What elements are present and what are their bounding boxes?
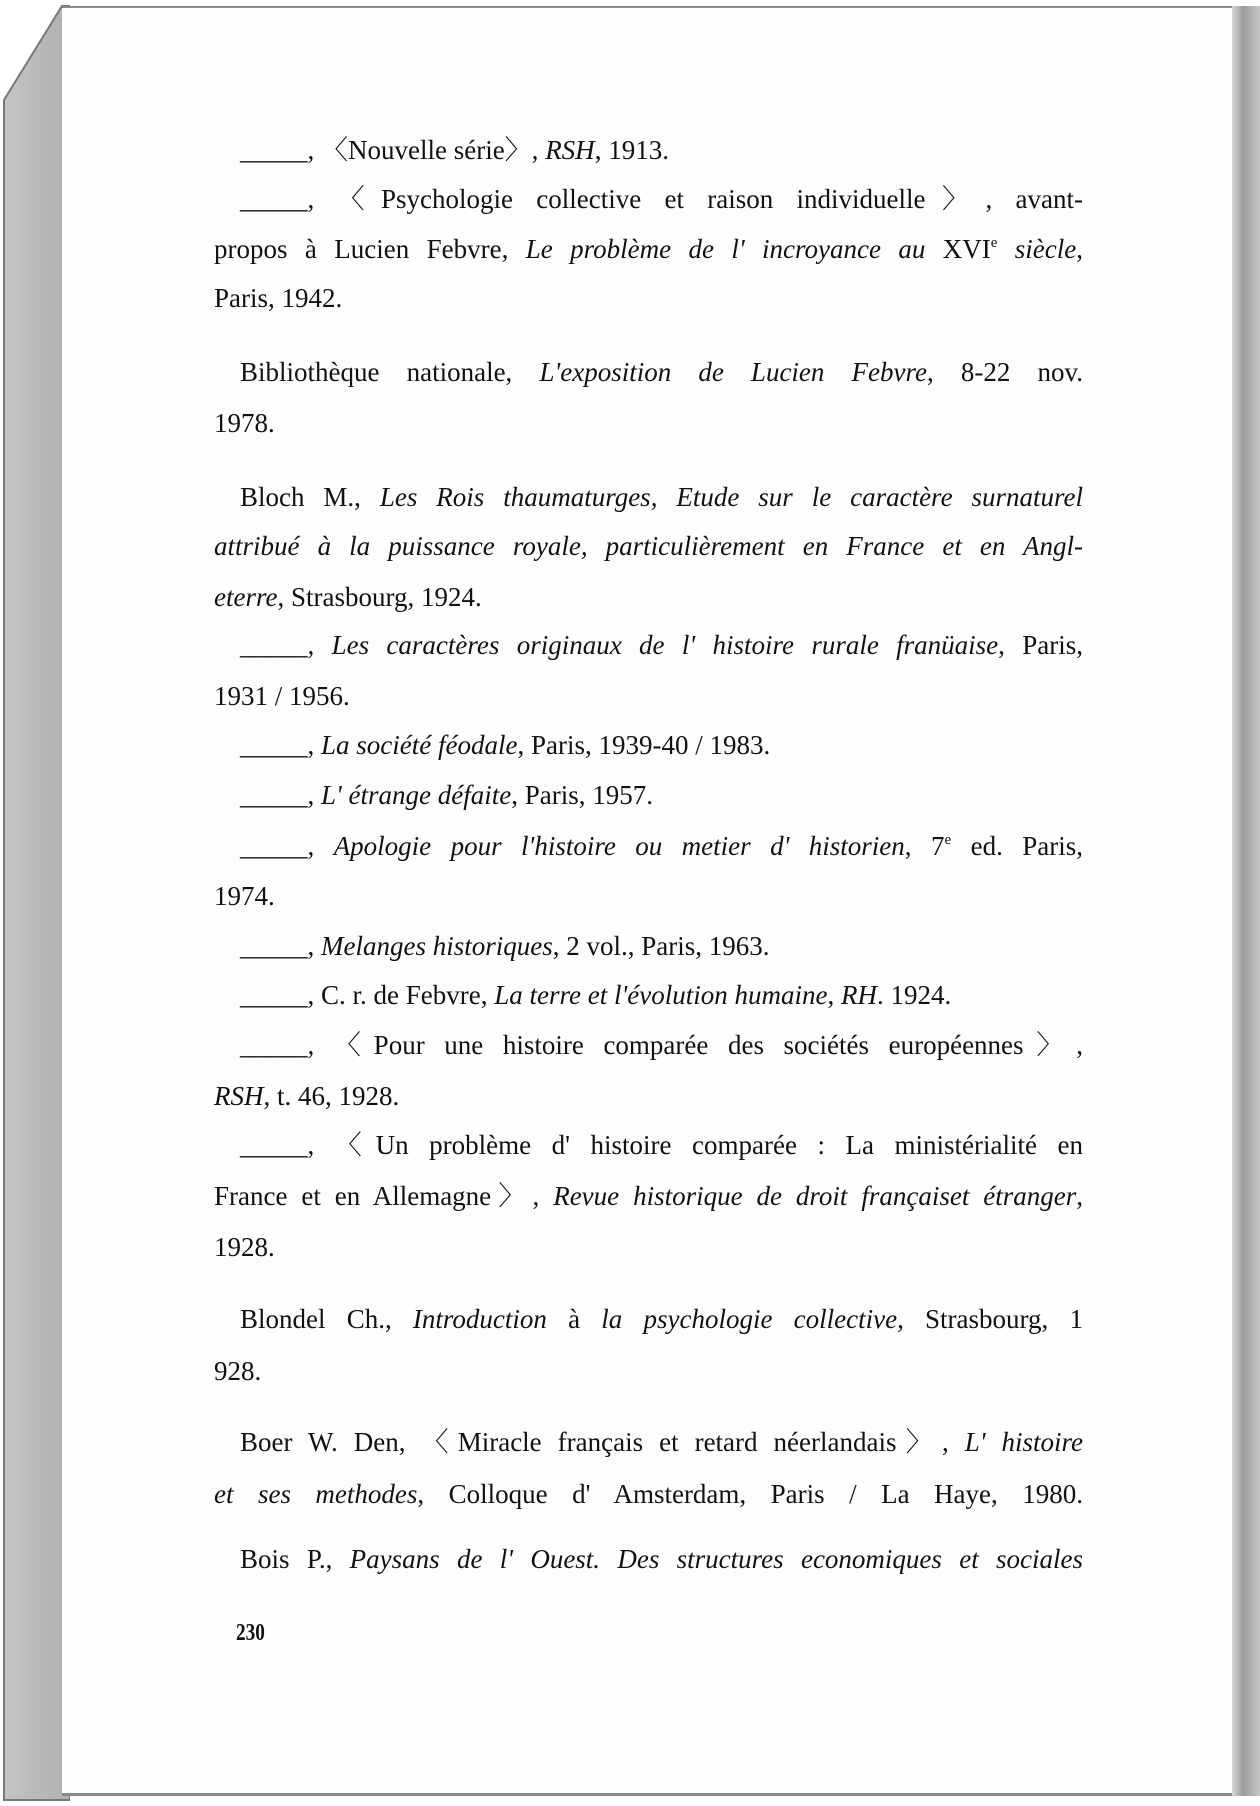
bibliography-line [214, 1080, 1083, 1112]
text-segment: Boer W. Den, 〈Miracle français et retard néerlandais〉, [240, 1427, 965, 1457]
italic-title-text: attribué à la puissance royale, particulièrement en France et en Angl- [214, 531, 1083, 561]
italic-title-text: RSH [214, 1081, 264, 1111]
text-segment: 1978. [214, 408, 275, 438]
italic-title-text: L' histoire [964, 1427, 1083, 1457]
italic-title-text: la psychologie collective [601, 1304, 898, 1334]
italic-title-text: siècle [997, 234, 1077, 264]
bibliography-line [240, 183, 1083, 215]
text-segment: _____, 〈Pour une histoire comparée des sociétés européennes〉, [240, 1030, 1083, 1060]
bibliography-line [240, 1129, 1083, 1161]
bibliography-line [240, 356, 1083, 388]
text-segment: , 1913. [594, 135, 669, 165]
text-segment: , Paris, [998, 630, 1084, 660]
bibliography-line [214, 880, 1083, 912]
text-segment: _____, [240, 630, 332, 660]
italic-title-text: eterre [214, 582, 278, 612]
text-segment: . 1924. [876, 980, 952, 1010]
bibliography-line [214, 1180, 1083, 1212]
bibliography-line [240, 1426, 1083, 1458]
bibliography-line [214, 282, 1083, 314]
text-segment: _____, 〈Un problème d' histoire comparée : La ministérialité en [240, 1130, 1083, 1160]
bibliography-line [214, 680, 1083, 712]
italic-title-text: Revue historique de droit françaiset étranger [553, 1181, 1077, 1211]
text-segment: Paris, 1942. [214, 283, 343, 313]
italic-title-text: La société féodale [321, 730, 518, 760]
text-segment: 1931 / 1956. [214, 681, 350, 711]
bibliography-line [240, 779, 1083, 811]
page-number: 230 [236, 1620, 265, 1646]
bibliography-line [240, 1303, 1083, 1335]
text-segment: , [1076, 1181, 1083, 1211]
book-spine [0, 0, 70, 1806]
text-segment: , 7 [904, 831, 945, 861]
text-segment: 1928. [214, 1232, 275, 1262]
bibliography-line [240, 1543, 1083, 1575]
italic-title-text: L' étrange défaite [321, 780, 512, 810]
text-segment: Bibliothèque nationale, [240, 357, 540, 387]
text-segment: _____, C. r. de Febvre, [240, 980, 495, 1010]
text-segment: _____, [240, 730, 321, 760]
bibliography-line [240, 930, 1083, 962]
text-segment: propos à Lucien Febvre, [214, 234, 526, 264]
text-segment: , Strasbourg, 1924. [277, 582, 482, 612]
text-segment: 928. [214, 1356, 262, 1386]
text-segment: , [1076, 234, 1083, 264]
superscript-text: e [944, 832, 952, 848]
text-segment: Blondel Ch., [240, 1304, 413, 1334]
text-segment: , t. 46, 1928. [263, 1081, 400, 1111]
italic-title-text: Melanges historiques [321, 931, 553, 961]
text-segment: _____, [240, 931, 321, 961]
bibliography-line [240, 134, 1083, 166]
italic-title-text: Apologie pour l'histoire ou metier d' historien [333, 831, 905, 861]
text-segment: _____, 〈Psychologie collective et raison individuelle〉, avant- [240, 184, 1083, 214]
text-segment: , [827, 980, 841, 1010]
italic-title-text: Les caractères originaux de l' histoire rurale franüaise [331, 630, 999, 660]
text-segment: , 8-22 nov. [927, 357, 1083, 387]
italic-title-text: Paysans de l' Ouest. Des structures economiques et sociales [349, 1544, 1083, 1574]
bibliography-line [214, 1231, 1083, 1263]
text-segment: , Paris, 1957. [511, 780, 653, 810]
text-segment: , 2 vol., Paris, 1963. [552, 931, 770, 961]
bibliography-line [240, 830, 1083, 862]
italic-title-text: RSH [545, 135, 595, 165]
bibliography-line [214, 1355, 1083, 1387]
text-segment: ed. Paris, [951, 831, 1084, 861]
bibliography-line [240, 729, 1083, 761]
text-segment: Bloch M., [240, 482, 380, 512]
bibliography-line [214, 407, 1083, 439]
italic-title-text: L'exposition de Lucien Febvre [539, 357, 927, 387]
text-segment: _____, 〈Nouvelle série〉, [240, 135, 546, 165]
italic-title-text: La terre et l'évolution humaine [494, 980, 828, 1010]
bibliography-line [240, 1029, 1083, 1061]
text-segment: , Colloque d' Amsterdam, Paris / La Haye, 1980. [417, 1479, 1083, 1509]
bibliography-line [240, 481, 1083, 513]
bibliography-line [214, 530, 1083, 562]
bibliography-line [214, 581, 1083, 613]
italic-title-text: Le problème de l' incroyance au [525, 234, 926, 264]
bibliography-line [214, 233, 1083, 265]
text-segment: XVI [925, 234, 991, 264]
italic-title-text: Les Rois thaumaturges, Etude sur le caractère surnaturel [379, 482, 1083, 512]
bibliography-line [240, 979, 1083, 1011]
italic-title-text: Introduction [412, 1304, 547, 1334]
text-segment: France et en Allemagne〉, [214, 1181, 554, 1211]
text-segment: Bois P., [240, 1544, 350, 1574]
superscript-text: e [990, 235, 998, 251]
text-segment: , Strasbourg, 1 [897, 1304, 1083, 1334]
bibliography-line [214, 1478, 1083, 1510]
bibliography-line [240, 629, 1083, 661]
text-segment: _____, [240, 831, 334, 861]
text-segment: 1974. [214, 881, 275, 911]
text-segment: à [546, 1304, 602, 1334]
page-edge-shadow [1232, 6, 1260, 1796]
italic-title-text: et ses methodes [214, 1479, 418, 1509]
text-segment: _____, [240, 780, 321, 810]
italic-title-text: RH [840, 980, 877, 1010]
text-segment: , Paris, 1939-40 / 1983. [517, 730, 771, 760]
